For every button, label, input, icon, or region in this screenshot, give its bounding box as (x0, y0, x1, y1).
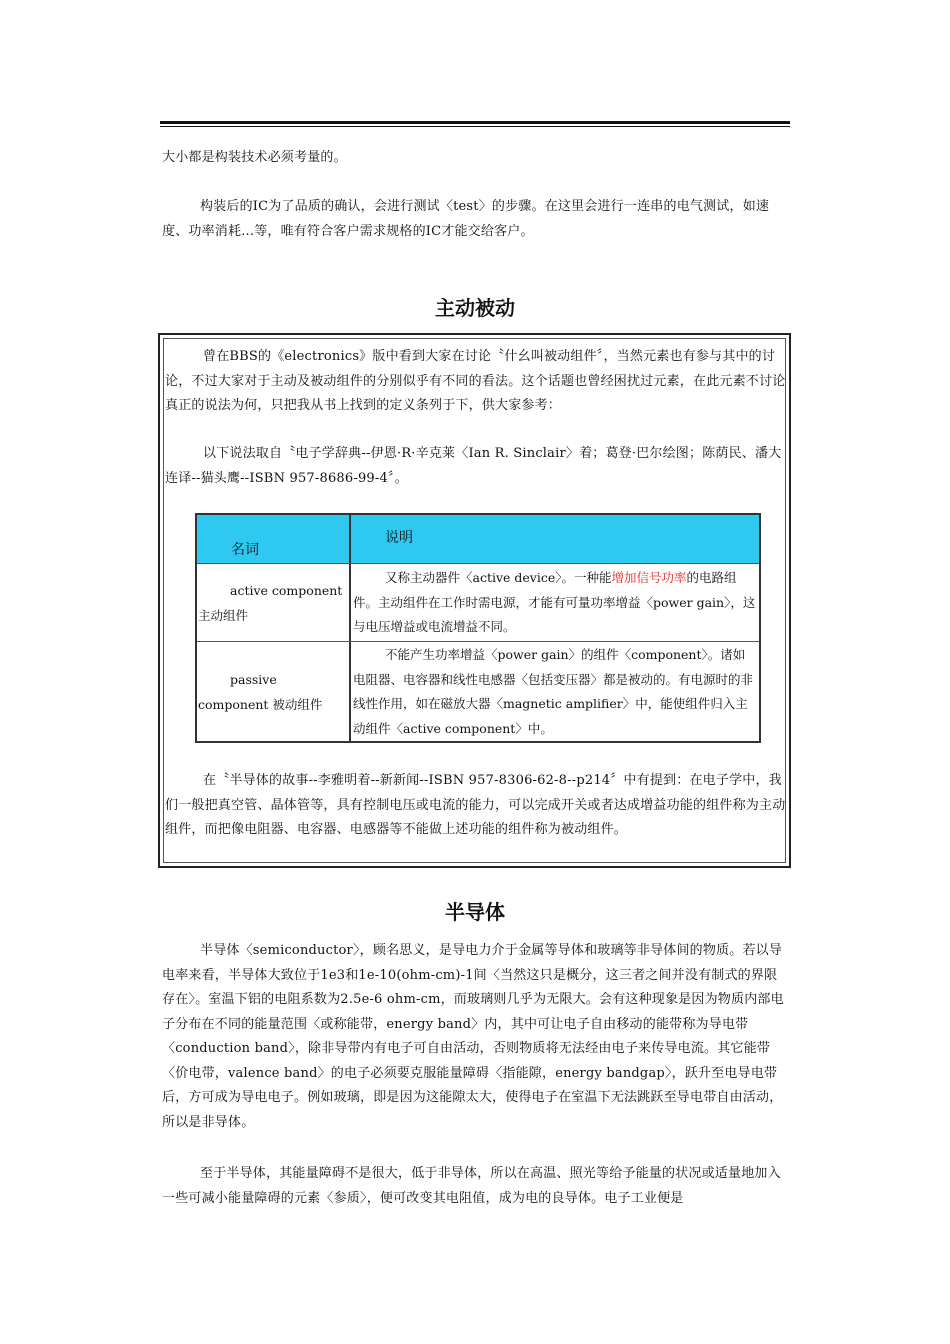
table-column-divider (349, 515, 351, 741)
semiconductor-paragraph-2: 至于半导体，其能量障碍不是很大，低于非导体，所以在高温、照光等给予能量的状况或适量地加入一些可减小能量障碍的元素〈参质〉，便可改变其电阻值，成为电的良导体。电子工业便是 (162, 1166, 781, 1206)
semiconductor-paragraph-1: 半导体〈semiconductor〉，顾名思义，是导电力介于金属等导体和玻璃等非导体间的物质。若以导电率来看，半导体大致位于1e3和1e-10(ohm-cm)-1间〈当然这只是概分，这三者之间并没有制式的界限存在〉。室温下铝的电阻系数为2.5e-6 ohm-cm，而玻璃则几乎为无限大。会有这种现象是因为物质内部电子分布在不同的能量范围〈或称能带，energy band〉内，其中可让电子自由移动的能带称为导电带〈conduction band〉，除非导带内有电子可自由活动，否则物质将无法经由电子来传导电流。其它能带〈价电带，valence band〉的电子必须要克服能量障碍〈指能隙，energy bandgap〉，跃升至电导电带后，方可成为导电电子。例如玻璃，即是因为这能隙太大，使得电子在室温下无法跳跃至导电带自由活动，所以是非导体。 (162, 943, 784, 1130)
box-paragraph-2: 以下说法取自〝电子学辞典--伊恩·R·辛克莱〈Ian R. Sinclair〉着；葛登·巴尔绘图；陈荫民、潘大连译--猫头鹰--ISBN 957-8686-99-4〞。 (165, 446, 782, 486)
table-row-active-term: active component 主动组件 (198, 583, 343, 623)
intro-line: 大小都是构装技术必须考量的。 (162, 150, 347, 165)
box-paragraph-1: 曾在BBS的《electronics》版中看到大家在讨论〝什幺叫被动组件〞，当然元素也有参与其中的讨论，不过大家对于主动及被动组件的分别似乎有不同的看法。这个话题也曾经困扰过元素，在此元素不讨论真正的说法为何，只把我从书上找到的定义条列于下，供大家参考： (165, 349, 786, 413)
active-desc-highlight: 增加信号功率 (611, 570, 687, 585)
table-row-divider (197, 641, 759, 642)
table-header-description: 说明 (385, 530, 413, 546)
table-header-divider (197, 563, 759, 564)
table-row-passive-term: passive component 被动组件 (198, 672, 323, 712)
table-header-row (197, 515, 759, 563)
active-desc-part-2: 的电路组件。主动组件在工作时需电源，才能有可量功率增益〈power gain〉，这与电压增益或电流增益不同。 (353, 570, 756, 634)
table-row-passive-description: 不能产生功率增益〈power gain〉的组件〈component〉。诸如电阻器、电容器和线性电感器〈包括变压器〉都是被动的。有电源时的非线性作用，如在磁放大器〈magnetic amplifier〉中，能使组件归入主动组件〈active component〉中。 (353, 647, 754, 736)
top-rule (160, 121, 790, 124)
section-heading-active-passive: 主动被动 (435, 296, 515, 320)
definition-box-inner (163, 338, 786, 863)
definition-table (195, 513, 761, 743)
definition-box (158, 333, 791, 868)
table-header-term: 名词 (231, 542, 259, 558)
table-row-active-description (353, 566, 757, 640)
intro-paragraph: 构装后的IC为了品质的确认，会进行测试〈test〉的步骤。在这里会进行一连串的电气测试，如速度、功率消耗...等，唯有符合客户需求规格的IC才能交给客户。 (162, 199, 770, 239)
active-desc-part-1: 又称主动器件〈active device〉。一种能 (385, 570, 612, 585)
section-heading-semiconductor: 半导体 (445, 900, 505, 924)
top-rule-thin (160, 126, 790, 127)
box-paragraph-3: 在〝半导体的故事--李雅明着--新新闻--ISBN 957-8306-62-8--p214〞中有提到：在电子学中，我们一般把真空管、晶体管等，具有控制电压或电流的能力，可以完成开关或者达成增益功能的组件称为主动组件，而把像电阻器、电容器、电感器等不能做上述功能的组件称为被动组件。 (165, 773, 786, 837)
